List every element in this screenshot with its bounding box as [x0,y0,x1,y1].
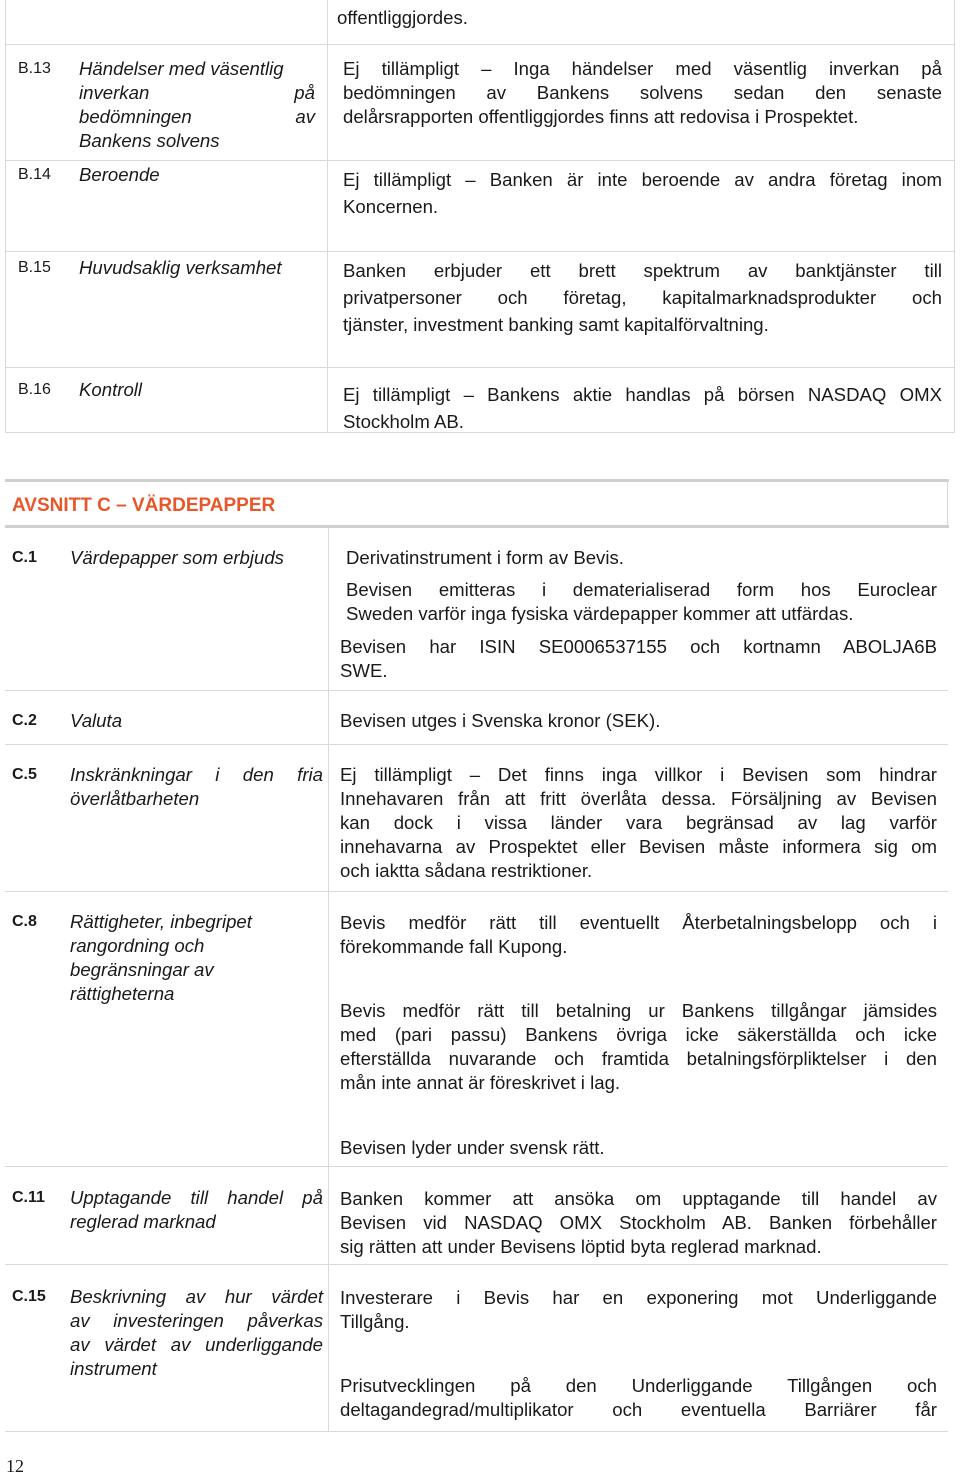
row-title: Huvudsaklig verksamhet [79,257,282,278]
row-body: Bevisen emitteras i dematerialiserad form hos Euroclear Sweden varför inga fysiska värdepapper kommer att utfärdas. [346,579,937,624]
row-code: B.14 [18,166,51,183]
row-title: Valuta [70,710,123,731]
row-body: Investerare i Bevis har en exponering mot Underliggande Tillgång. [340,1287,937,1332]
row-body: Bevisen utges i Svenska kronor (SEK). [340,710,661,731]
row-code: C.5 [12,766,37,783]
row-code: C.8 [12,913,37,930]
continued-text: offentliggjordes. [337,7,468,28]
row-body: Banken erbjuder ett brett spektrum av banktjänster till privatpersoner och företag, kapitalmarknadsprodukter och tjänster, investment banking samt kapitalförvaltning. [343,260,942,335]
row-code: C.1 [12,549,37,566]
row-title: Kontroll [79,379,143,400]
row-code: B.15 [18,259,51,276]
row-title: Upptagande till handel på reglerad marknad [70,1187,323,1232]
row-title: Inskränkningar i den fria överlåtbarheten [70,764,323,809]
row-title: Rättigheter, inbegripet rangordning och begränsningar av rättigheterna [70,911,252,1004]
row-body: Bevis medför rätt till betalning ur Bankens tillgångar jämsides med (pari passu) Bankens övriga icke säkerställda och icke efterställda nuvarande och framtida betalningsförpliktelser i den mån inte annat är föreskrivet i lag. [340,1000,937,1093]
row-title: Värdepapper som erbjuds [70,547,284,568]
row-body: Banken kommer att ansöka om upptagande till handel av Bevisen vid NASDAQ OMX Stockholm AB. Banken förbehåller sig rätten att under Bevisens löptid byta reglerad marknad. [340,1188,937,1257]
section-c-heading: AVSNITT C – VÄRDEPAPPER [12,495,276,516]
row-code: B.13 [18,60,51,77]
row-body: Derivatinstrument i form av Bevis. [346,547,624,568]
row-body: Bevis medför rätt till eventuellt Återbetalningsbelopp och i förekommande fall Kupong. [340,912,937,957]
row-code: C.15 [12,1288,46,1305]
row-body: Ej tillämpligt – Banken är inte beroende av andra företag inom Koncernen. [343,169,942,217]
page-number: 12 [6,1456,24,1476]
row-body: Ej tillämpligt – Inga händelser med väsentlig inverkan på bedömningen av Bankens solvens sedan den senaste delårsrapporten offentliggjordes finns att redovisa i Prospektet. [343,58,942,127]
row-code: C.11 [12,1189,45,1206]
row-body: Ej tillämpligt – Det finns inga villkor i Bevisen som hindrar Innehavaren från att fritt överlåta dessa. Försäljning av Bevisen kan dock i vissa länder vara begränsad av lag varför innehavarna av Prospektet eller Bevisen måste informera sig om och iaktta sådana restriktioner. [340,764,937,881]
row-body: Prisutvecklingen på den Underliggande Tillgången och deltagandegrad/multiplikator och eventuella Barriärer får [340,1375,937,1420]
row-title: Beroende [79,164,160,185]
row-title: Händelser med väsentlig inverkan på bedömningen av Bankens solvens [79,58,315,151]
row-body: Bevisen lyder under svensk rätt. [340,1137,605,1158]
row-body: Ej tillämpligt – Bankens aktie handlas på börsen NASDAQ OMX Stockholm AB. [343,384,942,432]
row-code: C.2 [12,712,37,729]
row-code: B.16 [18,381,51,398]
row-title: Beskrivning av hur värdet av investeringen påverkas av värdet av underliggande instrument [70,1286,323,1379]
row-body: Bevisen har ISIN SE0006537155 och kortnamn ABOLJA6B SWE. [340,636,937,681]
